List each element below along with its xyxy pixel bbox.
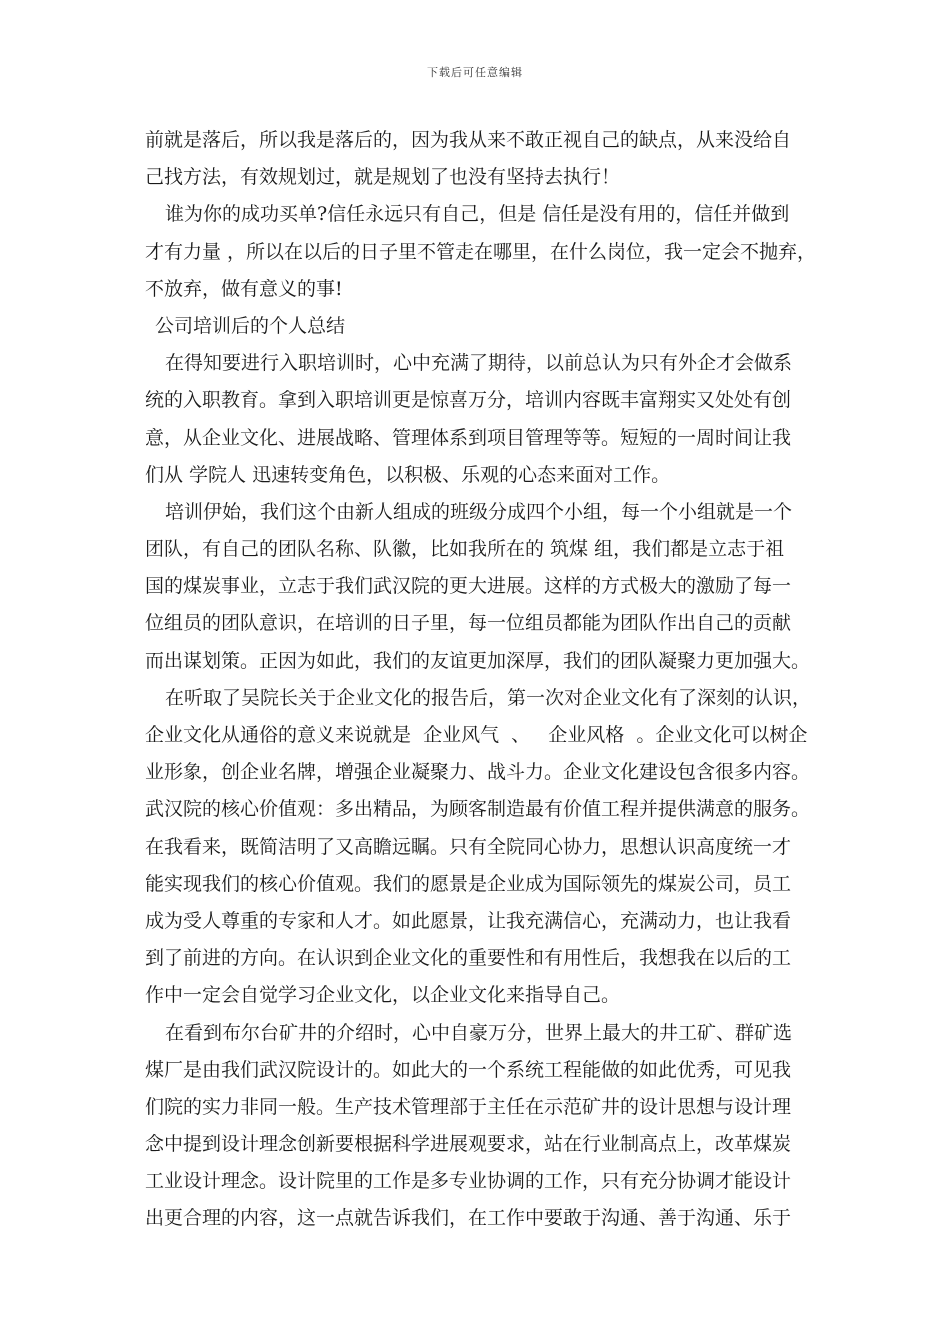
text-line: 前就是落后，所以我是落后的，因为我从来不敢正视自己的缺点，从来没给自: [145, 129, 792, 151]
text-line: 国的煤炭事业，立志于我们武汉院的更大进展。这样的方式极大的激励了每一: [145, 575, 792, 598]
text-line: 们院的实力非同一般。生产技术管理部于主任在示范矿井的设计思想与设计理: [145, 1095, 792, 1118]
text-line: 作中一定会自觉学习企业文化，以企业文化来指导自己。: [145, 984, 621, 1007]
text-line: 团队，有自己的团队名称、队徽，比如我所在的 筑煤 组，我们都是立志于祖: [145, 538, 785, 561]
text-line: 业形象，创企业名牌，增强企业凝聚力、战斗力。企业文化建设包含很多内容。: [145, 761, 811, 784]
text-line: 们从 学院人 迅速转变角色，以积极、乐观的心态来面对工作。: [145, 463, 671, 486]
text-line: 企业文化从通俗的意义来说就是 企业风气 、 企业风格 。企业文化可以树企: [145, 724, 808, 746]
text-line: 而出谋划策。正因为如此，我们的友谊更加深厚，我们的团队凝聚力更加强大。: [145, 649, 811, 672]
text-line: 到了前进的方向。在认识到企业文化的重要性和有用性后，我想我在以后的工: [145, 947, 792, 970]
text-line: 念中提到设计理念创新要根据科学进展观要求，站在行业制高点上，改革煤炭: [145, 1133, 792, 1156]
text-line: 成为受人尊重的专家和人才。如此愿景，让我充满信心，充满动力，也让我看: [145, 909, 792, 932]
text-line: 培训伊始，我们这个由新人组成的班级分成四个小组，每一个小组就是一个: [165, 500, 793, 523]
text-line: 才有力量 ，所以在以后的日子里不管走在哪里，在什么岗位，我一定会不抛弃，: [145, 240, 817, 263]
text-line: 意，从企业文化、进展战略、管理体系到项目管理等等。短短的一周时间让我: [145, 426, 792, 449]
text-line: 位组员的团队意识，在培训的日子里，每一位组员都能为团队作出自己的贡献: [145, 612, 792, 635]
text-line: 统的入职教育。拿到入职培训更是惊喜万分，培训内容既丰富翔实又处处有创: [145, 389, 792, 412]
text-line: 不放弃，做有意义的事!: [145, 277, 343, 300]
text-line: 煤厂是由我们武汉院设计的。如此大的一个系统工程能做的如此优秀，可见我: [145, 1058, 792, 1081]
text-line: 在看到布尔台矿井的介绍时，心中自豪万分，世界上最大的井工矿、群矿选: [165, 1021, 793, 1044]
text-line: 武汉院的核心价值观：多出精品，为顾客制造最有价值工程并提供满意的服务。: [145, 798, 811, 821]
text-line: 在得知要进行入职培训时，心中充满了期待，以前总认为只有外企才会做系: [165, 352, 793, 375]
text-line: 在听取了吴院长关于企业文化的报告后，第一次对企业文化有了深刻的认识，: [165, 686, 812, 709]
text-line: 己找方法，有效规划过，就是规划了也没有坚持去执行！: [145, 166, 621, 189]
text-line: 工业设计理念。设计院里的工作是多专业协调的工作，只有充分协调才能设计: [145, 1170, 792, 1193]
text-line: 能实现我们的核心价值观。我们的愿景是企业成为国际领先的煤炭公司，员工: [145, 872, 792, 895]
text-line: 谁为你的成功买单?信任永远只有自己，但是 信任是没有用的，信任并做到: [165, 203, 790, 226]
document-body: [145, 122, 817, 1238]
text-line: 出更合理的内容，这一点就告诉我们，在工作中要敢于沟通、善于沟通、乐于: [145, 1207, 792, 1230]
section-heading: 公司培训后的个人总结: [155, 314, 346, 337]
page-header: 下载后可任意编辑: [427, 66, 523, 79]
text-line: 在我看来，既简洁明了又高瞻远瞩。只有全院同心协力，思想认识高度统一才: [145, 835, 792, 858]
